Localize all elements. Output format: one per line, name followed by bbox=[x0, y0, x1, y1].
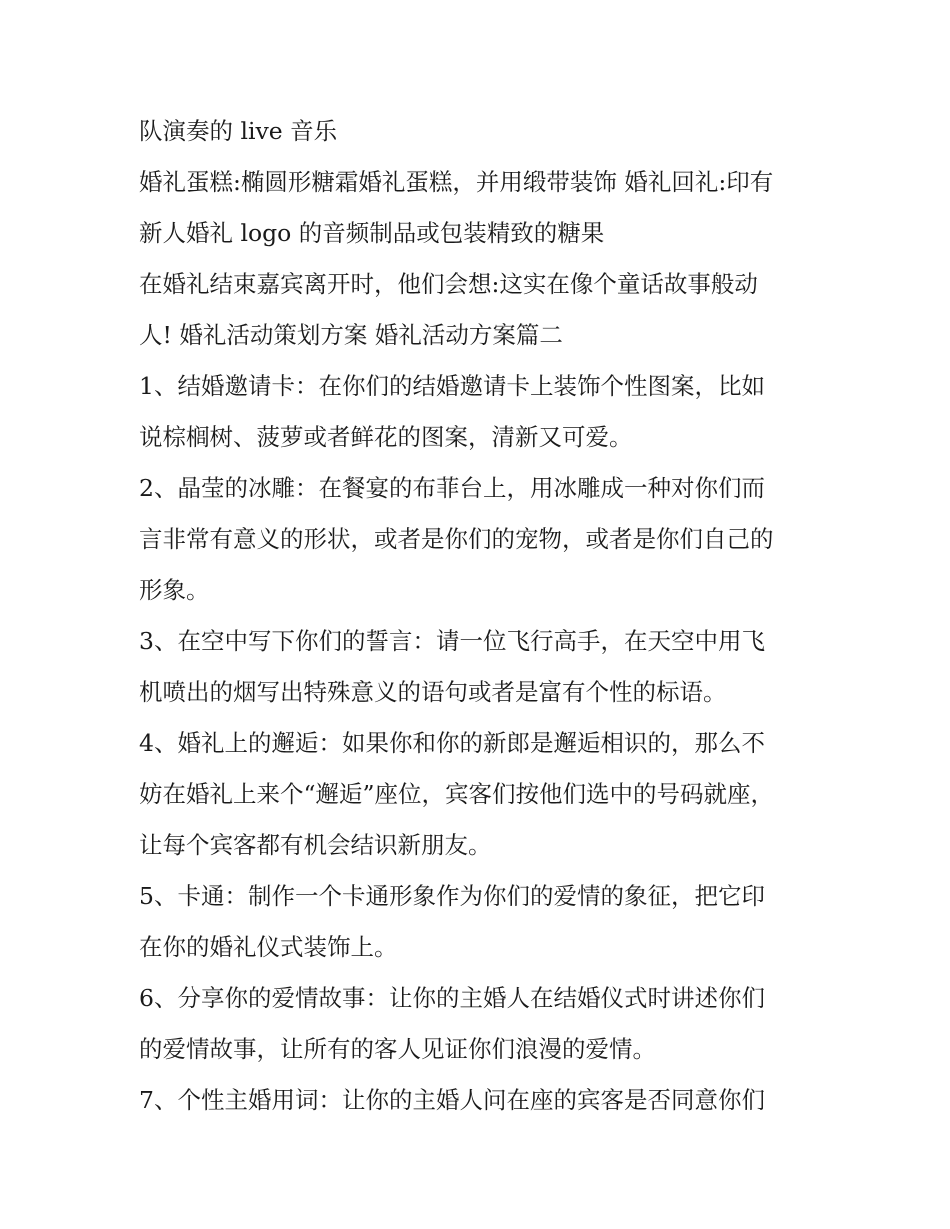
text-line: 在婚礼结束嘉宾离开时，他们会想:这实在像个童话故事般动 bbox=[139, 270, 758, 298]
text-line: 妨在婚礼上来个“邂逅”座位，宾客们按他们选中的号码就座， bbox=[139, 780, 775, 808]
text-line: 6、分享你的爱情故事：让你的主婚人在结婚仪式时讲述你们 bbox=[139, 984, 765, 1012]
text-line: 新人婚礼 logo 的音频制品或包装精致的糖果 bbox=[139, 219, 605, 247]
document-body bbox=[139, 106, 829, 1126]
text-line: 队演奏的 live 音乐 bbox=[139, 117, 338, 145]
text-line: 在你的婚礼仪式装饰上。 bbox=[139, 933, 398, 961]
text-line: 言非常有意义的形状，或者是你们的宠物，或者是你们自己的 bbox=[139, 525, 774, 553]
text-line: 7、个性主婚用词：让你的主婚人问在座的宾客是否同意你们 bbox=[139, 1086, 765, 1114]
text-line: 形象。 bbox=[139, 576, 210, 604]
text-line: 1、结婚邀请卡：在你们的结婚邀请卡上装饰个性图案，比如 bbox=[139, 372, 765, 400]
text-line: 4、婚礼上的邂逅：如果你和你的新郎是邂逅相识的，那么不 bbox=[139, 729, 765, 757]
text-line: 人! 婚礼活动策划方案 婚礼活动方案篇二 bbox=[139, 321, 563, 349]
text-line: 说棕榈树、菠萝或者鲜花的图案，清新又可爱。 bbox=[139, 423, 633, 451]
text-line: 婚礼蛋糕:椭圆形糖霜婚礼蛋糕，并用缎带装饰 婚礼回礼:印有 bbox=[139, 168, 774, 196]
text-line: 2、晶莹的冰雕：在餐宴的布菲台上，用冰雕成一种对你们而 bbox=[139, 474, 765, 502]
text-line: 的爱情故事，让所有的客人见证你们浪漫的爱情。 bbox=[139, 1035, 656, 1063]
text-line: 让每个宾客都有机会结识新朋友。 bbox=[139, 831, 492, 859]
text-line: 5、卡通：制作一个卡通形象作为你们的爱情的象征，把它印 bbox=[139, 882, 765, 910]
text-line: 机喷出的烟写出特殊意义的语句或者是富有个性的标语。 bbox=[139, 678, 727, 706]
text-line: 3、在空中写下你们的誓言：请一位飞行高手，在天空中用飞 bbox=[139, 627, 765, 655]
